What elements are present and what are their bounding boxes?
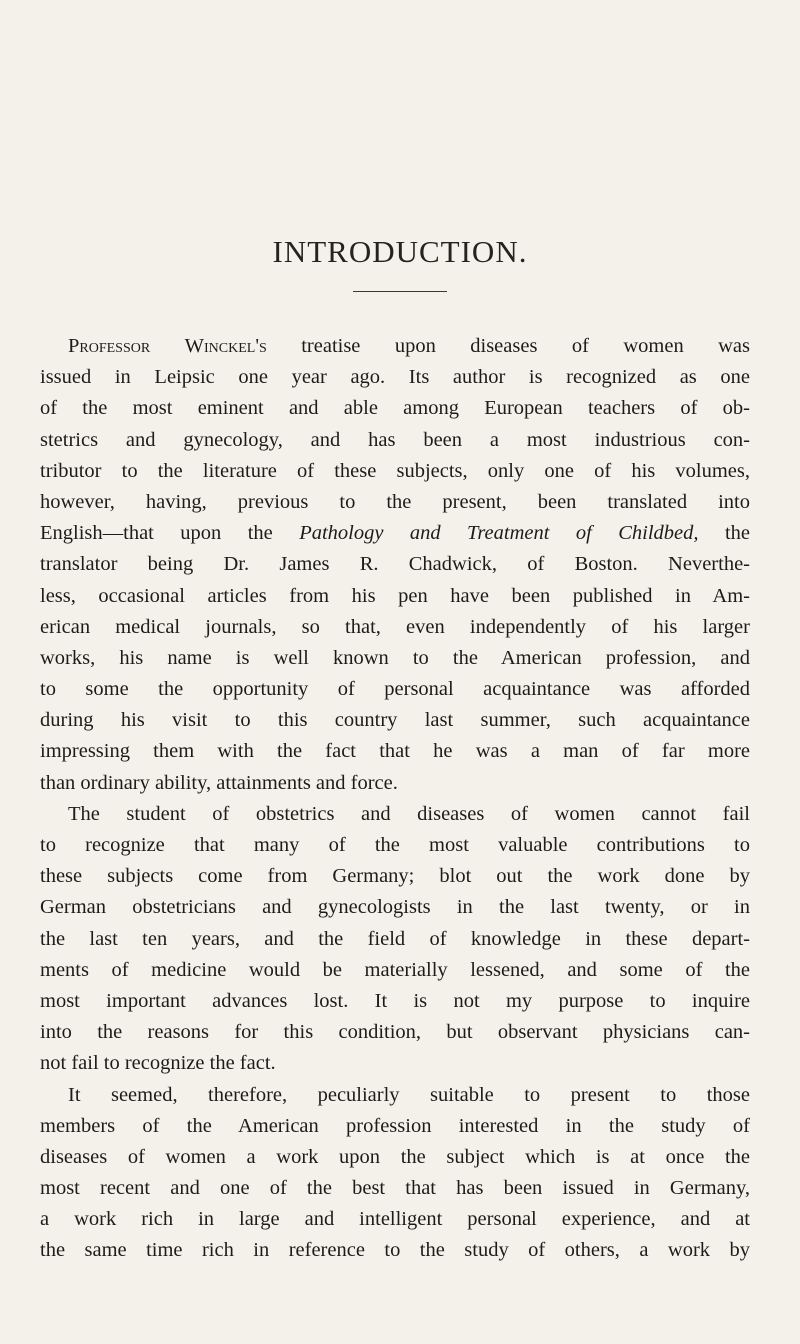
text-line: issued in Leipsic one year ago. Its author is recognized as one	[40, 366, 750, 389]
text-line: It seemed, therefore, peculiarly suitable to present to those	[68, 1083, 750, 1106]
text-line: less, occasional articles from his pen have been published in Am-	[40, 584, 750, 607]
text-line: German obstetricians and gynecologists in the last twenty, or in	[40, 896, 750, 919]
text-line: works, his name is well known to the American profession, and	[40, 646, 750, 669]
text-line: not fail to recognize the fact.	[40, 1052, 276, 1075]
text-line	[40, 331, 750, 362]
text-fragment: the	[698, 522, 750, 545]
author-name-winckel: Winckel's	[184, 335, 267, 357]
text-line: ments of medicine would be materially lessened, and some of the	[40, 958, 750, 981]
text-line: than ordinary ability, attainments and force.	[40, 771, 398, 794]
text-line	[40, 518, 750, 549]
text-line: erican medical journals, so that, even independently of his larger	[40, 615, 750, 638]
book-title-italic: Pathology and Treatment of Childbed,	[299, 522, 699, 545]
text-line: translator being Dr. James R. Chadwick, of Boston. Neverthe-	[40, 553, 750, 576]
text-line: of the most eminent and able among European teachers of ob-	[40, 397, 750, 420]
text-line: however, having, previous to the present, been translated into	[40, 490, 750, 513]
text-line: impressing them with the fact that he was a man of far more	[40, 740, 750, 763]
text-line: most important advances lost. It is not my purpose to inquire	[40, 989, 750, 1012]
text-line: these subjects come from Germany; blot out the work done by	[40, 865, 750, 888]
text-fragment: English—that upon the	[40, 522, 300, 545]
body-text	[40, 331, 750, 1267]
text-line: into the reasons for this condition, but observant physicians can-	[40, 1021, 750, 1044]
text-line: diseases of women a work upon the subject which is at once the	[40, 1145, 750, 1168]
text-line: the same time rich in reference to the study of others, a work by	[40, 1239, 750, 1262]
author-name-professor: Professor	[68, 335, 151, 357]
text-line: to recognize that many of the most valuable contributions to	[40, 834, 750, 856]
title-divider	[353, 291, 447, 292]
text-line: a work rich in large and intelligent personal experience, and at	[40, 1208, 750, 1231]
text-line: to some the opportunity of personal acquaintance was afforded	[40, 678, 750, 701]
text-line: most recent and one of the best that has been issued in Germany,	[40, 1177, 750, 1200]
page-title: INTRODUCTION.	[272, 234, 528, 269]
text-fragment: treatise upon diseases of women was	[266, 335, 750, 357]
text-line: The student of obstetrics and diseases of women cannot fail	[68, 802, 750, 825]
text-line: stetrics and gynecology, and has been a most industrious con-	[40, 428, 750, 451]
text-line: the last ten years, and the field of knowledge in these depart-	[40, 927, 750, 950]
text-line: during his visit to this country last summer, such acquaintance	[40, 709, 750, 732]
text-line: members of the American profession interested in the study of	[40, 1114, 750, 1137]
text-line: tributor to the literature of these subjects, only one of his volumes,	[40, 459, 750, 482]
